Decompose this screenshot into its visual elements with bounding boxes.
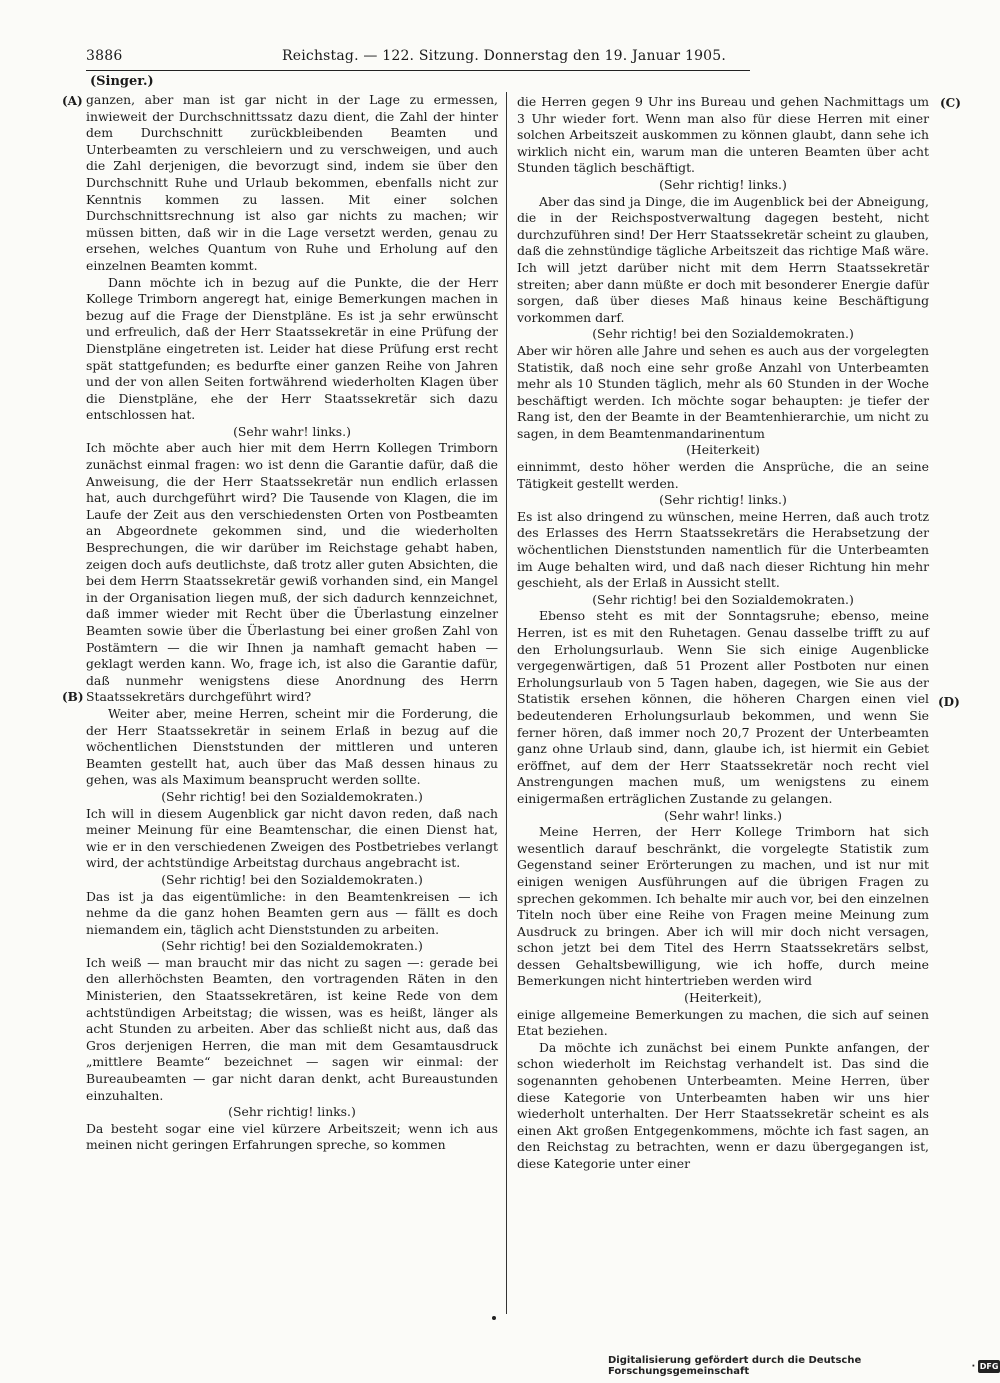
paragraph: Weiter aber, meine Herren, scheint mir die Forderung, die der Herr Staatssekretär in seinem Erlaß in bezug auf die wöchentlichen Dienststunden der mittleren und unteren Beamten gestellt hat, auch über das Maß dessen hinaus zu gehen, was als Maximum beansprucht werden sollte.	[86, 705, 498, 788]
interjection: (Sehr richtig! links.)	[228, 1104, 356, 1120]
paragraph: Es ist also dringend zu wünschen, meine Herren, daß auch trotz des Erlasses des Herrn Staatssekretärs die Herabsetzung der wöchentlichen Dienststunden namentlich für die Unterbeamten im Auge behalten wird, und daß nach dieser Richtung hin mehr geschieht, als der Erlaß in Aussicht stellt.	[517, 508, 929, 591]
footer-separator: ·	[971, 1360, 976, 1372]
interjection: (Sehr wahr! links.)	[664, 807, 782, 823]
interjection: (Sehr richtig! bei den Sozialdemokraten.)	[161, 871, 423, 887]
column-divider	[506, 92, 507, 1314]
footer	[608, 1355, 1000, 1377]
margin-marker-b: (B)	[62, 690, 84, 704]
paragraph: Aber das sind ja Dinge, die im Augenblick bei der Abneigung, die in der Reichspostverwaltung dagegen besteht, nicht durchzuführen sind! Der Herr Staatssekretär scheint zu glauben, daß die zehnstündige tägliche Arbeitszeit das richtige Maß wäre. Ich will jetzt darüber nicht mit dem Herrn Staatssekretär streiten; aber dann müßte er doch mit besonderer Energie dafür sorgen, daß über dieses Maß hinaus keine Beschäftigung vorkommen darf.	[517, 193, 929, 325]
running-title: Reichstag. — 122. Sitzung. Donnerstag den 19. Januar 1905.	[282, 48, 727, 64]
page-header	[86, 48, 750, 68]
interjection: (Sehr richtig! bei den Sozialdemokraten.)	[592, 591, 854, 607]
footer-credit: Digitalisierung gefördert durch die Deutsche Forschungsgemeinschaft	[608, 1355, 862, 1377]
page-number: 3886	[86, 48, 123, 64]
interjection: (Sehr richtig! links.)	[659, 176, 787, 192]
paragraph: Ich will in diesem Augenblick gar nicht davon reden, daß nach meiner Meinung für eine Beamtenschar, die einen Dienst hat, wie er in den verschiedenen Zweigen des Postbetriebes verlangt wird, der achtstündige Arbeitstag durchaus angebracht ist.	[86, 805, 498, 871]
interjection: (Sehr richtig! links.)	[659, 492, 787, 508]
paragraph: Ebenso steht es mit der Sonntagsruhe; ebenso, meine Herren, ist es mit den Ruhetagen. Genau dasselbe trifft zu auf den Erholungsurlaub. Wenn Sie sich einige Augenblicke vergegenwärtigen, daß 51 Prozent aller Postboten nur einen Erholungsurlaub von 5 Tagen haben, dagegen, wie Sie aus der Statistik ersehen können, die höheren Chargen einen viel bedeutenderen Erholungsurlaub bekommen, und wenn Sie ferner hören, daß immer noch 20,7 Prozent der Unterbeamten ganz ohne Urlaub sind, dann, glaube ich, ist hiermit ein Gebiet eröffnet, auf dem der Herr Staatssekretär noch recht viel Anstrengungen machen muß, um wenigstens zu einem einigermaßen erträglichen Zustande zu gelangen.	[517, 608, 929, 806]
paragraph: Meine Herren, der Herr Kollege Trimborn hat sich wesentlich darauf beschränkt, die vorgelegte Statistik zum Gegenstand seiner Erörterungen zu machen, und ist nur mit einigen wenigen Ausführungen auf die übrigen Fragen zu sprechen gekommen. Ich behalte mir auch vor, bei den einzelnen Titeln noch über eine Reihe von Fragen meine Meinung zum Ausdruck zu bringen. Aber ich will mir doch nicht versagen, schon jetzt bei dem Titel des Herrn Staatssekretärs selbst, dessen Gehaltsbewilligung, wie ich hoffe, durch meine Bemerkungen nicht hintertrieben werden wird	[517, 824, 929, 989]
interjection: (Heiterkeit)	[686, 442, 760, 458]
margin-marker-d: (D)	[938, 695, 960, 709]
right-column	[517, 94, 929, 1173]
paragraph: Das ist ja das eigentümliche: in den Beamtenkreisen — ich nehme da die ganz hohen Beamten gern aus — fällt es doch niemandem ein, täglich acht Dienststunden zu arbeiten.	[86, 888, 498, 937]
interjection: (Sehr richtig! bei den Sozialdemokraten.)	[161, 938, 423, 954]
paragraph: ganzen, aber man ist gar nicht in der Lage zu ermessen, inwieweit der Durchschnittssatz dazu dient, die Zahl der hinter dem Durchschnitt zurückbleibenden Beamten und Unterbeamten zu verschleiern und zu verschweigen, und auch die Zahl derjenigen, die bevorzugt sind, indem sie über den Durchschnitt Ruhe und Urlaub bekommen, ebenfalls nicht zur Kenntnis kommen zu lassen. Mit einer solchen Durchschnittsrechnung ist also gar nichts zu machen; wir müssen bitten, daß wir in die Lage versetzt werden, genau zu ersehen, welches Quantum von Ruhe und Erholung auf den einzelnen Beamten kommt.	[86, 92, 498, 273]
left-column	[86, 92, 498, 1154]
margin-marker-c: (C)	[940, 96, 961, 110]
paragraph: einige allgemeine Bemerkungen zu machen, die sich auf seinen Etat beziehen.	[517, 1006, 929, 1039]
paragraph: einnimmt, desto höher werden die Ansprüche, die an seine Tätigkeit gestellt werden.	[517, 459, 929, 491]
header-rule	[86, 70, 750, 71]
interjection: (Sehr wahr! links.)	[233, 423, 351, 439]
paragraph: Aber wir hören alle Jahre und sehen es auch aus der vorgelegten Statistik, daß noch eine sehr große Anzahl von Unterbeamten mehr als 10 Stunden täglich, mehr als 60 Stunden in der Woche beschäftigt werden. Ich möchte sogar behaupten: je tiefer der Rang ist, den der Beamte in der Beamtenhierarchie, um nicht zu sagen, in dem Beamtenmandarinentum	[517, 342, 929, 441]
page-dot	[492, 1316, 496, 1320]
interjection: (Sehr richtig! bei den Sozialdemokraten.)	[161, 788, 423, 804]
paragraph: Da möchte ich zunächst bei einem Punkte anfangen, der schon wiederholt im Reichstag verhandelt ist. Das sind die sogenannten gehobenen Unterbeamten. Meine Herren, über diese Kategorie von Unterbeamten haben wir uns hier wiederholt unterhalten. Der Herr Staatssekretär scheint es als einen Akt großen Entgegenkommens, möchte ich fast sagen, an den Reichstag zu betrachten, wenn er dazu übergegangen ist, diese Kategorie unter einer	[517, 1039, 929, 1171]
paragraph: Ich weiß — man braucht mir das nicht zu sagen —: gerade bei den allerhöchsten Beamten, den vortragenden Räten in den Ministerien, den Staatssekretären, ist keine Rede von dem achtstündigen Arbeitstag; die wissen, was es heißt, länger als acht Stunden zu arbeiten. Aber das schließt nicht aus, daß das Gros derjenigen Herren, die man mit dem Gesamtausdruck „mittlere Beamte“ bezeichnet — sagen wir einmal: der Bureaubeamten — gar nicht daran denkt, acht Bureaustunden einzuhalten.	[86, 954, 498, 1103]
paragraph: Ich möchte aber auch hier mit dem Herrn Kollegen Trimborn zunächst einmal fragen: wo ist denn die Garantie dafür, daß die Anweisung, die der Herr Staatssekretär nun endlich erlassen hat, auch durchgeführt wird? Die Tausende von Klagen, die im Laufe der Zeit aus den verschiedensten Orten von Postbeamten an Abgeordnete gekommen sind, und die wiederholten Besprechungen, die wir darüber im Reichstage gehabt haben, zeigen doch aufs deutlichste, daß trotz aller guten Absichten, die bei dem Herrn Staatssekretär gewiß vorhanden sind, ein Mangel in der Organisation liegen muß, der sich dadurch kennzeichnet, daß immer wieder mit Recht über die Überlastung einzelner Beamten sowie über die Überlastung bei einer großen Zahl von Postämtern — die wir Ihnen ja namhaft gemacht haben — geklagt werden kann. Wo, frage ich, ist also die Garantie dafür, daß nunmehr wenigstens diese Anordnung des Herrn Staatssekretärs durchgeführt wird?	[86, 440, 498, 705]
speaker-label: (Singer.)	[90, 74, 154, 89]
interjection: (Heiterkeit),	[684, 990, 762, 1006]
dfg-logo: DFG	[979, 1361, 999, 1371]
interjection: (Sehr richtig! bei den Sozialdemokraten.)	[592, 326, 854, 342]
paragraph: Dann möchte ich in bezug auf die Punkte, die der Herr Kollege Trimborn angeregt hat, einige Bemerkungen machen in bezug auf die Frage der Dienstpläne. Es ist ja sehr erwünscht und erfreulich, daß der Herr Staatssekretär in eine Prüfung der Dienstpläne eingetreten ist. Leider hat diese Prüfung erst recht spät stattgefunden; es bedurfte einer ganzen Reihe von Jahren und der von allen Seiten fortwährend wiederholten Klagen über die Dienstpläne, ehe der Herr Staatssekretär sich dazu entschlossen hat.	[86, 274, 498, 423]
margin-marker-a: (A)	[62, 94, 83, 108]
paragraph: die Herren gegen 9 Uhr ins Bureau und gehen Nachmittags um 3 Uhr wieder fort. Wenn man also für diese Herren mit einer solchen Arbeitszeit auskommen zu können glaubt, dann sehe ich wirklich nicht ein, warum man die unteren Beamten über acht Stunden täglich beschäftigt.	[517, 94, 929, 176]
paragraph: Da besteht sogar eine viel kürzere Arbeitszeit; wenn ich aus meinen nicht geringen Erfahrungen spreche, so kommen	[86, 1120, 498, 1153]
